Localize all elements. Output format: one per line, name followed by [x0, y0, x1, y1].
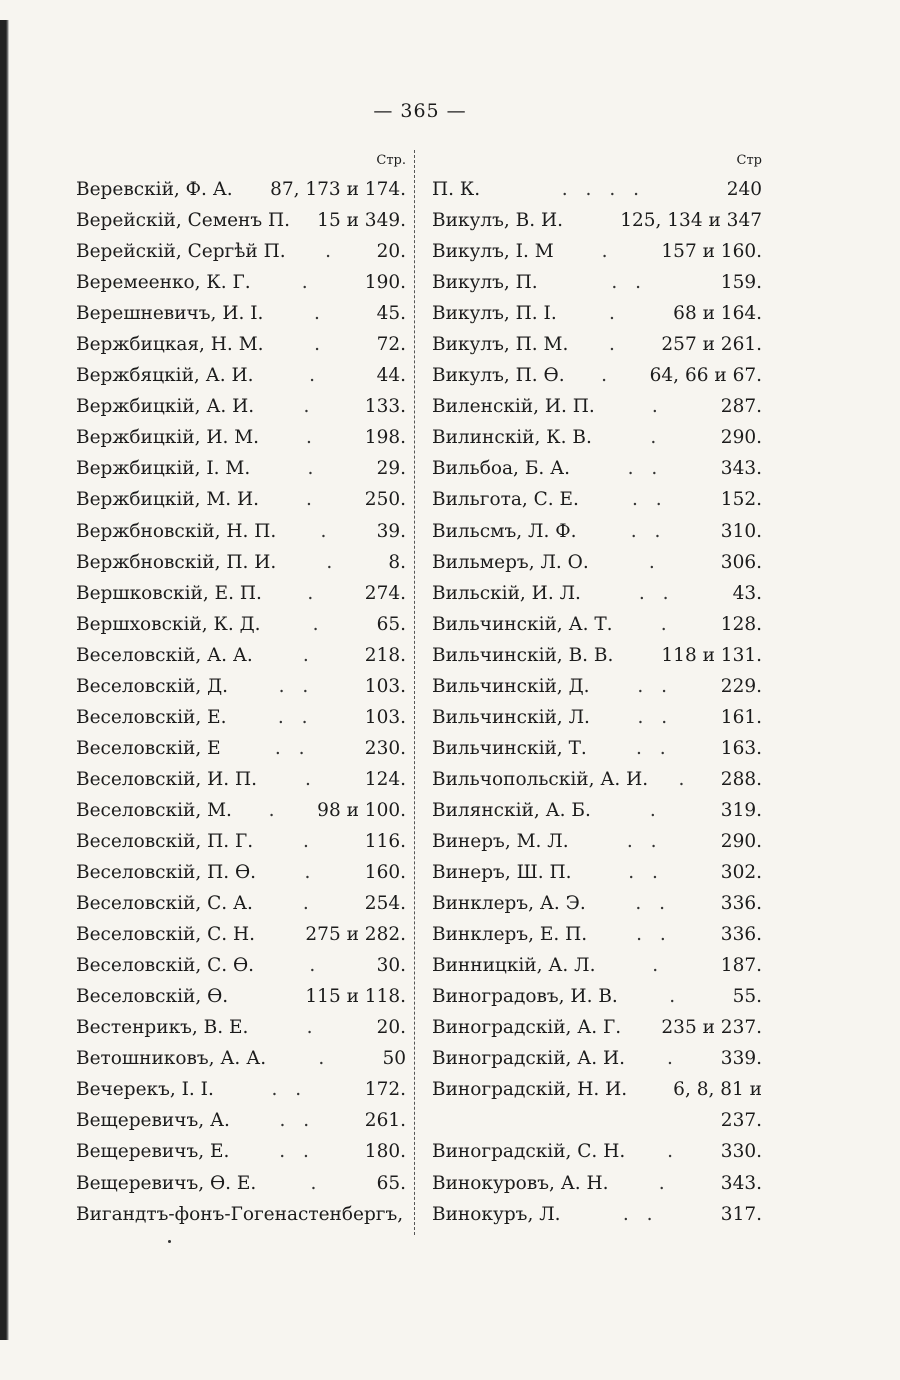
- entry-name: Вержбицкій, И. М.: [76, 427, 260, 449]
- entry-pages: 20.: [376, 1017, 406, 1039]
- entry-name: Веселовскій, С. А.: [76, 893, 253, 915]
- entry-pages: 275 и 282.: [305, 924, 406, 946]
- index-entry: [76, 857, 406, 888]
- entry-pages: 343.: [720, 1172, 762, 1194]
- entry-name: Веселовскій, П. Г.: [76, 830, 254, 852]
- index-entry: [432, 640, 762, 671]
- entry-name: Вещеревичъ, Е.: [76, 1141, 230, 1163]
- index-entry: [432, 764, 762, 795]
- index-entry: [76, 1012, 406, 1043]
- index-entry: [432, 919, 762, 950]
- entry-pages: 6, 8, 81 и: [673, 1079, 762, 1101]
- dot-leader: .: [651, 396, 664, 418]
- index-entry: [76, 1043, 406, 1074]
- dot-leader: . .: [637, 706, 674, 728]
- index-entry: [432, 826, 762, 857]
- dot-leader: .: [302, 893, 315, 915]
- dot-leader: .: [608, 334, 621, 356]
- entry-pages: 343.: [720, 458, 762, 480]
- entry-name: Ветошниковъ, А. А.: [76, 1048, 267, 1070]
- entry-name: Вержбновскій, Н. П.: [76, 520, 277, 542]
- dot-leader: . .: [277, 706, 314, 728]
- dot-leader: . .: [279, 1110, 316, 1132]
- entry-name: Веремеенко, К. Г.: [76, 272, 251, 294]
- entry-name: Вещеревичъ, А.: [76, 1110, 230, 1132]
- index-entry: [432, 1043, 762, 1074]
- dot-leader: .: [601, 241, 614, 263]
- entry-pages: 306.: [720, 551, 762, 573]
- entry-name: Вильчинскій, Т.: [432, 737, 587, 759]
- entry-name: Вержбицкій, А. И.: [76, 396, 255, 418]
- entry-name: Винклеръ, Е. П.: [432, 924, 588, 946]
- column-header-pages: Стр: [736, 153, 762, 168]
- index-column-left: [76, 148, 406, 1230]
- dot-leader: . .: [637, 675, 673, 697]
- entry-name: Веселовскій, Ѳ.: [76, 986, 229, 1008]
- index-entry: [432, 547, 762, 578]
- index-entry: [432, 671, 762, 702]
- index-entry: [76, 329, 406, 360]
- entry-name: Винокуръ, Л.: [432, 1203, 561, 1225]
- dot-leader: .: [305, 427, 318, 449]
- index-entry: [432, 857, 762, 888]
- entry-name: Верейскій, Семенъ П.: [76, 210, 291, 232]
- entry-name: Вечерекъ, I. I.: [76, 1079, 214, 1101]
- dot-leader: [403, 1199, 406, 1230]
- entry-pages: 317.: [720, 1203, 762, 1225]
- dot-leader: .: [303, 396, 316, 418]
- dot-leader: .: [304, 768, 317, 790]
- entry-name: Вержбяцкій, А. И.: [76, 365, 254, 387]
- index-entry: [76, 640, 406, 671]
- page-binding-edge: [0, 20, 9, 1340]
- entry-pages: 290.: [720, 427, 762, 449]
- entry-pages: 43.: [732, 582, 762, 604]
- entry-name: Винеръ, М. Л.: [432, 830, 569, 852]
- entry-name: Веселовскій, Д.: [76, 675, 229, 697]
- index-entry: [76, 205, 406, 236]
- index-entry: [76, 422, 406, 453]
- entry-name: Винеръ, Ш. П.: [432, 862, 572, 884]
- dot-leader: .: [318, 1048, 331, 1070]
- index-entry: [76, 702, 406, 733]
- entry-name: Веселовскій, И. П.: [76, 768, 257, 790]
- index-entry: [76, 671, 406, 702]
- index-entry: [432, 1199, 762, 1230]
- index-entry: [76, 764, 406, 795]
- entry-pages: 116.: [364, 830, 406, 852]
- entry-name: Викулъ, П. М.: [432, 334, 569, 356]
- dot-leader: .: [307, 582, 320, 604]
- entry-name: Вильсмъ, Л. Ф.: [432, 520, 577, 542]
- index-entry: [76, 578, 406, 609]
- index-entry: [432, 1105, 762, 1136]
- entry-name: Вершховскій, К. Д.: [76, 613, 261, 635]
- dot-leader: .: [309, 365, 321, 387]
- dot-leader: [627, 1074, 673, 1105]
- entry-name: Вержбицкая, Н. М.: [76, 334, 264, 356]
- entry-pages: 29.: [376, 458, 406, 480]
- dot-leader: .: [326, 551, 339, 573]
- index-entry: [432, 1136, 762, 1167]
- entry-pages: 64, 66 и 67.: [649, 365, 762, 387]
- entry-pages: 163.: [720, 737, 762, 759]
- entry-name: Виноградовъ, И. В.: [432, 986, 618, 1008]
- entry-pages: 68 и 164.: [673, 303, 762, 325]
- entry-pages: 44.: [376, 365, 406, 387]
- index-entry: [76, 1074, 406, 1105]
- entry-name: Вильмеръ, Л. О.: [432, 551, 589, 573]
- index-entry: [432, 360, 762, 391]
- dot-leader: [621, 1012, 661, 1043]
- index-entry: [76, 174, 406, 205]
- index-entry: [432, 391, 762, 422]
- dot-leader: [233, 174, 270, 205]
- dot-leader: . .: [635, 737, 672, 759]
- entry-pages: 125, 134 и 347: [620, 210, 762, 232]
- dot-leader: [255, 919, 305, 950]
- dot-leader: .: [609, 303, 621, 325]
- dot-leader: .: [306, 1017, 319, 1039]
- entry-name: Винклеръ, А. Э.: [432, 893, 586, 915]
- dot-leader: .: [309, 955, 322, 977]
- entry-name: Виноградскій, А. Г.: [432, 1017, 622, 1039]
- entry-pages: 257 и 261.: [661, 334, 762, 356]
- index-entry-list: [432, 174, 762, 1230]
- entry-pages: 261.: [364, 1110, 406, 1132]
- entry-pages: 254.: [364, 893, 406, 915]
- index-entry: [432, 298, 762, 329]
- entry-pages: 87, 173 и 174.: [270, 179, 406, 200]
- entry-name: Викулъ, В. И.: [432, 210, 564, 232]
- entry-name: Веселовскій, Е.: [76, 706, 227, 728]
- entry-pages: 230.: [364, 737, 406, 759]
- dot-leader: . .: [622, 1203, 659, 1225]
- entry-pages: 115 и 118.: [305, 986, 406, 1008]
- entry-name: Виленскій, И. П.: [432, 396, 595, 418]
- entry-pages: 290.: [720, 830, 762, 852]
- dot-leader: .: [268, 799, 281, 821]
- dot-leader: . .: [638, 582, 675, 604]
- entry-pages: 15 и 349.: [317, 210, 406, 232]
- index-entry: [76, 733, 406, 764]
- entry-pages: 152.: [720, 489, 762, 511]
- entry-name: Вержбицкій, М. И.: [76, 489, 260, 511]
- dot-leader: .: [650, 427, 663, 449]
- entry-pages: 218.: [364, 644, 406, 666]
- dot-leader: . .: [636, 924, 672, 946]
- entry-pages: 161.: [720, 706, 762, 728]
- entry-name: Вильгота, С. Е.: [432, 489, 579, 511]
- entry-pages: 103.: [364, 675, 406, 697]
- entry-pages: 55.: [732, 986, 762, 1008]
- dot-leader: .: [652, 955, 665, 977]
- entry-pages: 160.: [364, 862, 406, 884]
- index-entry: [76, 795, 406, 826]
- index-entry: [432, 981, 762, 1012]
- dot-leader: .: [648, 551, 661, 573]
- entry-name: Вильскій, И. Л.: [432, 582, 581, 604]
- index-entry: [432, 174, 762, 205]
- column-header-pages: Стр.: [376, 153, 406, 168]
- entry-pages: 336.: [720, 924, 762, 946]
- entry-name: Вильчинскій, В. В.: [432, 644, 614, 666]
- index-entry: [76, 298, 406, 329]
- dot-leader: [563, 205, 620, 236]
- entry-name: Веселовскій, С. Н.: [76, 924, 256, 946]
- dot-leader: [228, 981, 305, 1012]
- entry-name: Вильчинскій, А. Т.: [432, 613, 613, 635]
- index-entry: [432, 236, 762, 267]
- entry-pages: 274.: [364, 582, 406, 604]
- index-entry: [76, 360, 406, 391]
- entry-pages: 180.: [364, 1141, 406, 1163]
- entry-pages: 240: [726, 179, 762, 200]
- index-entry: [432, 1168, 762, 1199]
- entry-name: Винницкій, А. Л.: [432, 955, 596, 977]
- entry-name: Викулъ, П.: [432, 272, 538, 294]
- entry-pages: 172.: [364, 1079, 406, 1101]
- dot-leader: . .: [627, 458, 664, 480]
- entry-pages: 159.: [720, 272, 762, 294]
- dot-leader: . .: [630, 520, 667, 542]
- entry-pages: 45.: [376, 303, 406, 325]
- index-entry: [432, 516, 762, 547]
- dot-leader: .: [314, 303, 326, 325]
- entry-name: Виноградскій, Н. И.: [432, 1079, 628, 1101]
- entry-pages: 133.: [364, 396, 406, 418]
- dot-leader: . .: [271, 1079, 308, 1101]
- entry-name: Вержбицкій, I. М.: [76, 458, 251, 480]
- entry-pages: 250.: [364, 489, 406, 511]
- entry-name: Винокуровъ, А. Н.: [432, 1172, 609, 1194]
- entry-pages: 103.: [364, 706, 406, 728]
- entry-name: Виноградскій, С. Н.: [432, 1141, 626, 1163]
- dot-leader: .: [301, 272, 314, 294]
- dot-leader: .: [304, 862, 317, 884]
- dot-leader: .: [669, 986, 682, 1008]
- entry-name: Вильчопольскій, А. И.: [432, 768, 649, 790]
- entry-pages: 302.: [720, 862, 762, 884]
- dot-leader: . .: [274, 737, 311, 759]
- entry-pages: 124.: [364, 768, 406, 790]
- dot-leader: .: [660, 613, 673, 635]
- entry-name: П. К.: [432, 179, 481, 200]
- entry-name: Вершковскій, Е. П.: [76, 582, 262, 604]
- index-entry: [76, 981, 406, 1012]
- entry-name: Виноградскій, А. И.: [432, 1048, 626, 1070]
- dot-leader: [290, 205, 317, 236]
- entry-name: Вигандтъ-фонъ-Гогенастенбергъ,: [76, 1203, 404, 1225]
- entry-name: Викулъ, П. I.: [432, 303, 557, 325]
- entry-pages: 39.: [376, 520, 406, 542]
- entry-pages: 235 и 237.: [661, 1017, 762, 1039]
- dot-leader: .: [601, 365, 614, 387]
- dot-leader: [613, 640, 661, 671]
- entry-pages: 50: [382, 1048, 406, 1070]
- entry-pages: 310.: [720, 520, 762, 542]
- entry-name: Верейскій, Сергѣй П.: [76, 241, 286, 263]
- entry-name: Вилянскій, А. Б.: [432, 799, 591, 821]
- index-entry: [76, 484, 406, 515]
- dot-leader: .: [303, 830, 315, 852]
- entry-name: Верешневичъ, И. I.: [76, 303, 264, 325]
- index-entry: [76, 453, 406, 484]
- entry-name: Вержбновскій, П. И.: [76, 551, 277, 573]
- dot-leader: .: [320, 520, 333, 542]
- entry-pages: 118 и 131.: [661, 644, 762, 666]
- index-entry: [432, 453, 762, 484]
- index-entry: [76, 826, 406, 857]
- index-entry: [76, 888, 406, 919]
- entry-pages: 128.: [720, 613, 762, 635]
- entry-pages: 98 и 100.: [317, 799, 406, 821]
- entry-pages: 229.: [720, 675, 762, 697]
- dot-leader: .: [667, 1141, 679, 1163]
- entry-pages: 30.: [376, 955, 406, 977]
- entry-name: Викулъ, I. М: [432, 241, 554, 263]
- index-entry: [432, 702, 762, 733]
- index-entry: [432, 950, 762, 981]
- entry-pages: 65.: [376, 1172, 406, 1194]
- index-entry-list: [76, 174, 406, 1230]
- dot-leader: .: [325, 241, 338, 263]
- entry-name: Вильбоа, Б. А.: [432, 458, 571, 480]
- index-entry: [76, 1168, 406, 1199]
- index-entry: [76, 236, 406, 267]
- index-entry: [76, 1199, 406, 1230]
- dot-leader: . .: [632, 489, 668, 511]
- dot-leader: .: [305, 489, 318, 511]
- index-entry: [76, 267, 406, 298]
- entry-name: Веселовскій, С. Ѳ.: [76, 955, 255, 977]
- dot-leader: .: [310, 1172, 323, 1194]
- entry-name: Веселовскій, А. А.: [76, 644, 253, 666]
- entry-pages: 20.: [376, 241, 406, 263]
- dot-leader: .: [658, 1172, 671, 1194]
- entry-pages: 237.: [720, 1110, 762, 1132]
- index-entry: [432, 578, 762, 609]
- entry-name: Веселовскій, М.: [76, 799, 232, 821]
- dot-leader: .: [649, 799, 662, 821]
- entry-pages: 157 и 160.: [661, 241, 762, 263]
- entry-pages: 8.: [388, 551, 406, 573]
- entry-pages: 339.: [720, 1048, 762, 1070]
- entry-name: Вилинскій, К. В.: [432, 427, 592, 449]
- entry-pages: 72.: [376, 334, 406, 356]
- ink-speck: [168, 1240, 171, 1243]
- index-entry: [432, 795, 762, 826]
- index-entry: [76, 950, 406, 981]
- entry-pages: 198.: [364, 427, 406, 449]
- dot-leader: . .: [626, 830, 663, 852]
- entry-pages: 190.: [364, 272, 406, 294]
- dot-leader: .: [314, 334, 326, 356]
- dot-leader: . . . .: [561, 179, 645, 200]
- dot-leader: . .: [628, 862, 664, 884]
- entry-name: Вещеревичъ, Ѳ. Е.: [76, 1172, 257, 1194]
- entry-name: Веселовскій, П. Ѳ.: [76, 862, 257, 884]
- index-entry: [432, 1012, 762, 1043]
- index-entry: [76, 391, 406, 422]
- dot-leader: . .: [635, 893, 672, 915]
- index-entry: [76, 516, 406, 547]
- index-entry: [432, 422, 762, 453]
- entry-name: Вестенрикъ, В. Е.: [76, 1017, 249, 1039]
- page-number: — 365 —: [373, 100, 467, 122]
- entry-pages: 336.: [720, 893, 762, 915]
- dot-leader: .: [666, 1048, 679, 1070]
- entry-name: Викулъ, П. Ѳ.: [432, 365, 565, 387]
- index-entry: [76, 919, 406, 950]
- dot-leader: .: [307, 458, 320, 480]
- index-entry: [76, 1105, 406, 1136]
- entry-pages: 187.: [720, 955, 762, 977]
- index-entry: [76, 547, 406, 578]
- index-entry: [432, 484, 762, 515]
- entry-pages: 288.: [720, 768, 762, 790]
- entry-pages: 319.: [720, 799, 762, 821]
- index-entry: [432, 329, 762, 360]
- index-entry: [432, 1074, 762, 1105]
- index-entry: [76, 609, 406, 640]
- index-entry: [432, 267, 762, 298]
- entry-name: Веревскій, Ф. А.: [76, 179, 233, 200]
- index-entry: [76, 1136, 406, 1167]
- entry-pages: 65.: [376, 613, 406, 635]
- index-entry: [432, 205, 762, 236]
- entry-pages: 330.: [720, 1141, 762, 1163]
- column-separator: [414, 150, 415, 1235]
- index-entry: [432, 888, 762, 919]
- entry-name: Веселовскій, Е: [76, 737, 221, 759]
- entry-name: Вильчинскій, Л.: [432, 706, 590, 728]
- index-column-right: [432, 148, 762, 1230]
- entry-name: Вильчинскій, Д.: [432, 675, 590, 697]
- dot-leader: . .: [611, 272, 648, 294]
- index-entry: [432, 609, 762, 640]
- dot-leader: .: [678, 768, 691, 790]
- dot-leader: .: [312, 613, 325, 635]
- dot-leader: [432, 1105, 721, 1136]
- dot-leader: .: [302, 644, 315, 666]
- dot-leader: . .: [278, 675, 315, 697]
- index-entry: [432, 733, 762, 764]
- dot-leader: . .: [279, 1141, 315, 1163]
- entry-pages: 287.: [720, 396, 762, 418]
